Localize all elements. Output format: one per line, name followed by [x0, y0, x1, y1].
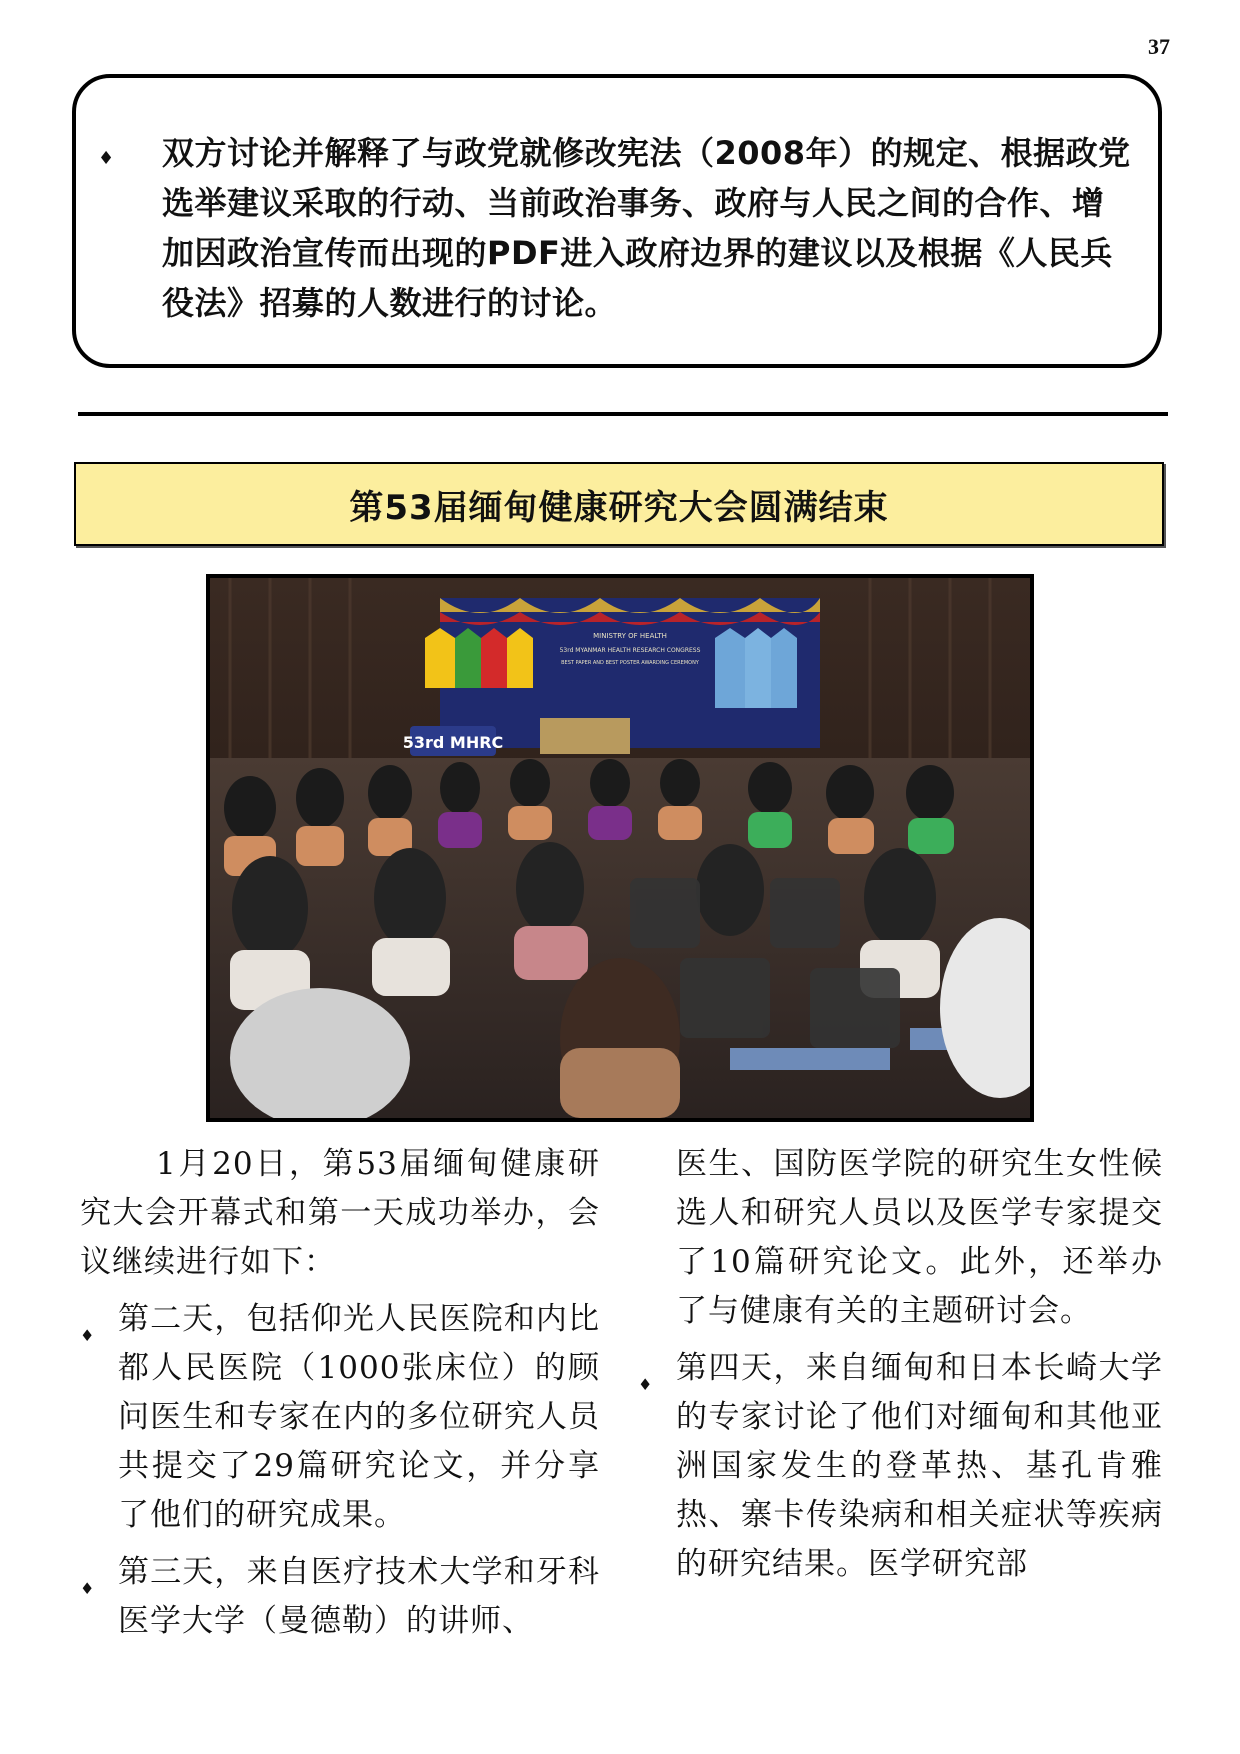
podium-sign: 53rd MHRC: [402, 733, 504, 752]
day4-text: 第四天，来自缅甸和日本长崎大学的专家讨论了他们对缅甸和其他亚洲国家发生的登革热、基孔肯雅热、寨卡传染病和相关症状等疾病的研究结果。医学研究部: [676, 1350, 1163, 1582]
text-column-left: [80, 1140, 600, 1646]
stage-banner-title: MINISTRY OF HEALTH: [593, 632, 667, 640]
stage-banner-congress: 53rd MYANMAR HEALTH RESEARCH CONGRESS: [559, 647, 701, 654]
list-item-day3: [80, 1548, 600, 1646]
bullet-diamond-icon: ♦: [98, 148, 115, 169]
bullet-diamond-icon: ♦: [638, 1375, 654, 1394]
intro-paragraph: 1月20日，第53届缅甸健康研究大会开幕式和第一天成功举办，会议继续进行如下：: [80, 1146, 600, 1280]
day2-text: 第二天，包括仰光人民医院和内比都人民医院（1000张床位）的顾问医生和专家在内的多位研究人员共提交了29篇研究论文，并分享了他们的研究成果。: [118, 1301, 600, 1533]
page-number: 37: [1148, 34, 1170, 59]
text-column-right: [638, 1140, 1163, 1589]
day3-continuation: 医生、国防医学院的研究生女性候选人和研究人员以及医学专家提交了10篇研究论文。此外，还举办了与健康有关的主题研讨会。: [676, 1146, 1163, 1329]
stage-banner-ceremony: BEST PAPER AND BEST POSTER AWARDING CEREMONY: [561, 660, 699, 666]
day3-text: 第三天，来自医疗技术大学和牙科医学大学（曼德勒）的讲师、: [118, 1554, 600, 1639]
article-headline: 第53届缅甸健康研究大会圆满结束: [74, 462, 1164, 546]
blue-flags: [715, 628, 797, 708]
congress-photo: [206, 574, 1034, 1122]
bullet-diamond-icon: ♦: [80, 1579, 96, 1598]
bullet-diamond-icon: ♦: [80, 1326, 96, 1345]
list-item-day4: [638, 1344, 1163, 1589]
audience-hall-illustration: [210, 578, 1030, 1118]
section-divider: [78, 412, 1168, 416]
myanmar-flags: [425, 628, 533, 688]
summary-callout-box: [72, 74, 1162, 368]
callout-text: 双方讨论并解释了与政党就修改宪法（2008年）的规定、根据政党选举建议采取的行动、当前政治事务、政府与人民之间的合作、增加因政治宣传而出现的PDF进入政府边界的建议以及根据《人民兵役法》招募的人数进行的讨论。: [162, 134, 1131, 322]
list-item-day2: [80, 1295, 600, 1540]
